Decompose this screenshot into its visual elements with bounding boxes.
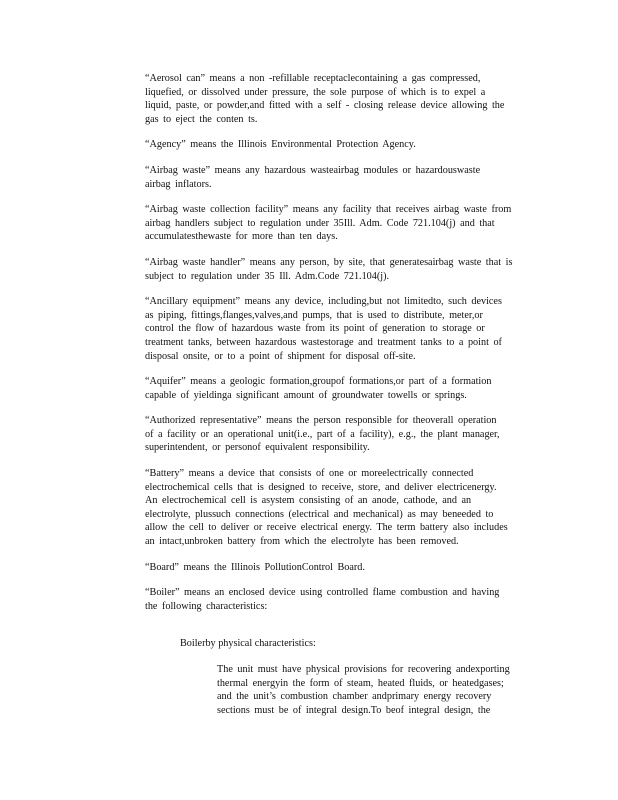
text-line: “Board” means the Illinois PollutionControl Board. [145,561,365,573]
text-line: “Airbag waste handler” means any person, by site, that generatesairbag waste that is [145,256,513,268]
text-line: treatment tanks, between hazardous wastestorage and treatment tanks to a point of [145,336,502,348]
text-line: the following characteristics: [145,600,268,612]
text-line: airbag inflators. [145,178,212,190]
text-line: “Aerosol can” means a non -refillable receptaclecontaining a gas compressed, [145,73,481,84]
text-line: airbag handlers subject to regulation under 35Ill. Adm. Code 721.104(j) and that [145,217,495,229]
definition-airbag-waste-handler [145,256,537,283]
text-line: “Authorized representative” means the person responsible for theoverall operation [145,415,497,427]
text-line: liquid, paste, or powder,and fitted with a self - closing release device allowing the [145,100,505,112]
text-line: “Battery” means a device that consists of one or moreelectrically connected [145,468,474,480]
definition-airbag-waste [145,164,537,191]
text-line: “Aquifer” means a geologic formation,groupof formations,or part of a formation [145,376,492,388]
text-line: electrochemical cells that is designed to receive, store, and deliver electricenergy. [145,481,497,493]
text-line: “Boiler” means an enclosed device using controlled flame combustion and having [145,587,500,599]
text-line: superintendent, or personof equivalent responsibility. [145,442,370,454]
text-line: thermal energyin the form of steam, heated fluids, or heatedgases; [217,677,504,689]
definition-agency [145,138,537,152]
text-line: subject to regulation under 35 Ill. Adm.Code 721.104(j). [145,270,390,282]
text-line: accumulatesthewaste for more than ten days. [145,231,338,243]
boiler-subheading: Boilerby physical characteristics: [180,638,316,649]
text-line: and the unit’s combustion chamber andprimary energy recovery [217,691,492,703]
text-line: liquefied, or dissolved under pressure, the sole purpose of which is to expel a [145,86,486,98]
definitions-list [145,72,537,625]
definition-board [145,561,537,575]
text-line: allow the cell to deliver or receive electrical energy. The term battery also includes [145,522,508,534]
text-line: gas to eject the conten ts. [145,113,258,125]
text-line: control the flow of hazardous waste from its point of generation to storage or [145,323,485,335]
text-line: “Ancillary equipment” means any device, including,but not limitedto, such devices [145,296,502,308]
text-line: of a facility or an operational unit(i.e., part of a facility), e.g., the plant manager, [145,428,500,440]
text-line: “Airbag waste” means any hazardous wasteairbag modules or hazardouswaste [145,164,481,176]
definition-authorized-representative [145,414,537,455]
text-line: disposal onsite, or to a point of shipment for disposal off-site. [145,350,416,362]
text-line: The unit must have physical provisions for recovering andexporting [217,664,510,675]
indented-paragraph [217,663,533,717]
text-line: as piping, fittings,flanges,valves,and pumps, that is used to distribute, meter,or [145,309,483,321]
text-line: “Agency” means the Illinois Environmental Protection Agency. [145,139,416,151]
definition-airbag-waste-collection-facility [145,203,537,244]
text-line: An electrochemical cell is asystem consisting of an anode, cathode, and an [145,495,472,507]
text-line: an intact,unbroken battery from which the electrolyte has been removed. [145,536,459,548]
text-line: electrolyte, plussuch connections (electrical and mechanical) as may beneeded to [145,508,494,520]
definition-boiler [145,586,537,613]
text-line: sections must be of integral design.To beof integral design, the [217,704,491,716]
text-line: “Airbag waste collection facility” means any facility that receives airbag waste from [145,204,512,216]
definition-aquifer [145,375,537,402]
definition-aerosol-can [145,72,537,126]
definition-ancillary-equipment [145,295,537,363]
text-line: capable of yieldinga significant amount of groundwater towells or springs. [145,389,467,401]
definition-battery [145,467,537,549]
